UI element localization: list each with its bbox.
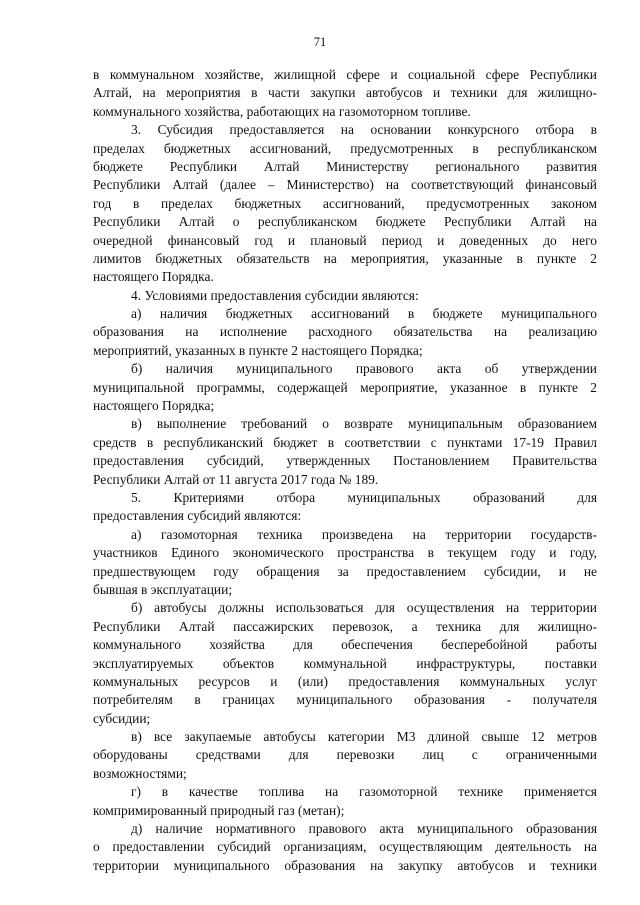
text-line: образования на исполнение расходного обязательства на реализацию	[93, 324, 597, 340]
text-line: д) наличие нормативного правового акта муниципального образования	[131, 821, 597, 837]
text-line: год в пределах бюджетных ассигнований, предусмотренных законом	[93, 195, 597, 211]
text-line: бюджете Республики Алтай Министерству регионального развития	[93, 158, 597, 174]
paragraph	[93, 287, 597, 305]
text-line: территории муниципального образования на закупку автобусов и техники	[93, 857, 597, 873]
text-line: б) наличия муниципального правового акта об утверждении	[131, 361, 597, 377]
text-line: а) наличия бюджетных ассигнований в бюджете муниципального	[131, 306, 597, 322]
text-line: Республики Алтай от 11 августа 2017 года № 189.	[93, 471, 379, 487]
text-line: о предоставлении субсидий организациям, осуществляющим деятельность на	[93, 839, 597, 855]
paragraph	[93, 360, 597, 415]
text-line: мероприятий, указанных в пункте 2 настоящего Порядка;	[93, 342, 423, 358]
text-line: коммунального хозяйства, работающих на газомоторном топливе.	[93, 103, 471, 119]
paragraph	[93, 783, 597, 820]
text-line: 3. Субсидия предоставляется на основании конкурсного отбора в	[131, 122, 597, 138]
text-line: эксплуатируемых объектов коммунальной инфраструктуры, поставки	[93, 655, 597, 671]
text-line: Республики Алтай пассажирских перевозок, а техника для жилищно-	[93, 618, 597, 634]
text-line: коммунального хозяйства для обеспечения бесперебойной работы	[93, 637, 597, 653]
text-line: бывшая в эксплуатации;	[93, 581, 233, 597]
text-line: предшествующем году обращения за предоставлением субсидии, и не	[93, 563, 597, 579]
text-line: в коммунальном хозяйстве, жилищной сфере и социальной сфере Республики	[93, 67, 597, 82]
paragraph	[93, 599, 597, 728]
page-number: 71	[313, 35, 327, 49]
text-line: настоящего Порядка.	[93, 269, 214, 285]
text-line: коммунальных ресурсов и (или) предоставления коммунальных услуг	[93, 673, 597, 689]
text-line: возможностями;	[93, 765, 187, 781]
text-line: Алтай, на мероприятия в части закупки автобусов и техники для жилищно-	[93, 85, 597, 101]
text-line: оборудованы средствами для перевозки лиц с ограниченными	[93, 747, 597, 763]
paragraph	[93, 415, 597, 489]
paragraph	[93, 121, 597, 287]
paragraph	[93, 820, 597, 875]
paragraph	[93, 728, 597, 783]
paragraph	[93, 526, 597, 600]
paragraph	[93, 305, 597, 360]
text-line: Республики Алтай (далее – Министерство) на соответствующий финансовый	[93, 177, 597, 193]
text-line: г) в качестве топлива на газомоторной технике применяется	[131, 784, 597, 800]
paragraph	[93, 489, 597, 526]
text-line: муниципальной программы, содержащей мероприятие, указанное в пункте 2	[93, 379, 597, 395]
document-body	[93, 66, 597, 875]
text-line: средств в республиканский бюджет в соответствии с пунктами 17-19 Правил	[93, 434, 597, 450]
text-line: б) автобусы должны использоваться для осуществления на территории	[131, 600, 597, 616]
text-line: лимитов бюджетных обязательств на мероприятия, указанные в пункте 2	[93, 250, 597, 266]
text-line: настоящего Порядка;	[93, 398, 215, 414]
text-line: предоставления субсидий являются:	[93, 508, 302, 524]
text-line: компримированный природный газ (метан);	[93, 802, 345, 818]
text-line: 4. Условиями предоставления субсидии являются:	[131, 287, 419, 303]
paragraph	[93, 66, 597, 121]
text-line: субсидии;	[93, 710, 151, 726]
text-line: предоставления субсидий, утвержденных Постановлением Правительства	[93, 453, 597, 469]
text-line: потребителям в границах муниципального образования - получателя	[93, 692, 597, 708]
text-line: 5. Критериями отбора муниципальных образований для	[131, 489, 597, 505]
text-line: очередной финансовый год и плановый период и доведенных до него	[93, 232, 597, 248]
text-line: Республики Алтай о республиканском бюджете Республики Алтай на	[93, 214, 597, 230]
text-line: а) газомоторная техника произведена на территории государств-	[131, 526, 597, 542]
text-line: в) выполнение требований о возврате муниципальным образованием	[131, 416, 597, 432]
text-line: участников Единого экономического пространства в текущем году и году,	[93, 545, 597, 561]
text-line: в) все закупаемые автобусы категории М3 длиной свыше 12 метров	[131, 729, 597, 745]
text-line: пределах бюджетных ассигнований, предусмотренных в республиканском	[93, 140, 597, 156]
